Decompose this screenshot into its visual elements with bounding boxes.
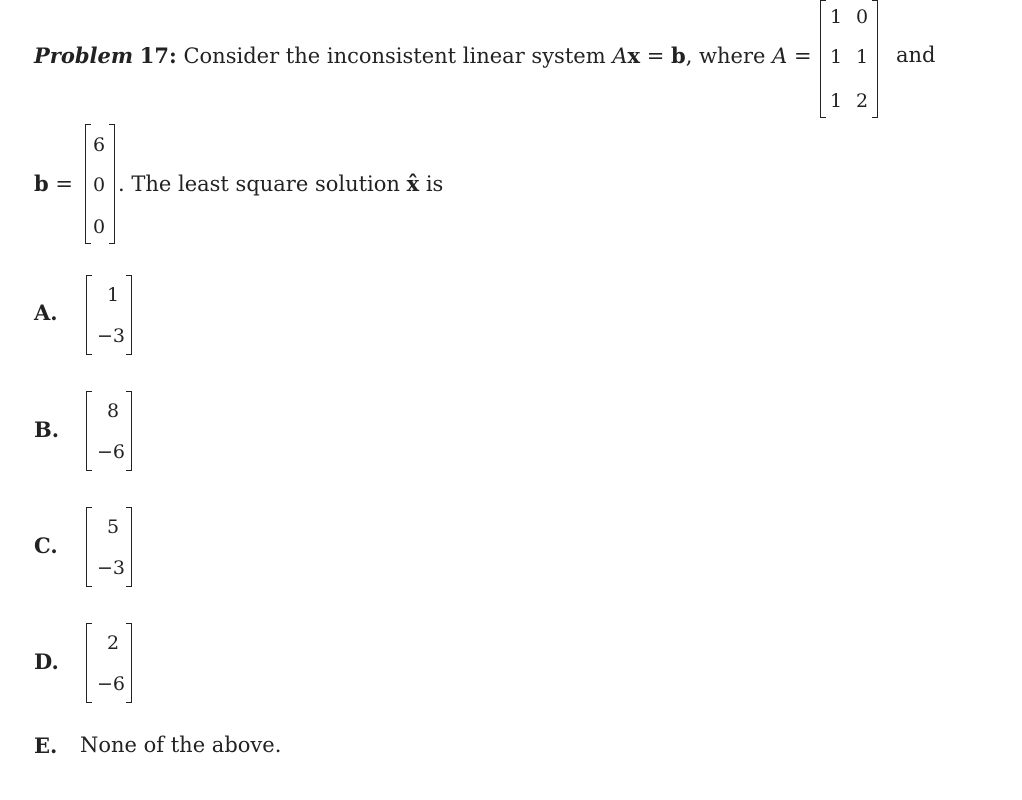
tail-text: . The least square solution: [118, 172, 400, 196]
option-e-label: E.: [34, 733, 58, 758]
eq-b: b: [671, 43, 686, 68]
matrix-a-cell: 2: [855, 90, 869, 112]
eq-x: x: [627, 43, 641, 68]
matrix-a-cell: 1: [829, 6, 843, 28]
option-b-vector: [86, 391, 132, 471]
matrix-a: [820, 0, 878, 118]
option-b-value: 8: [106, 400, 120, 422]
A-symbol: A: [772, 44, 788, 68]
option-c-value: −3: [96, 557, 125, 579]
b-symbol-line: [34, 173, 73, 195]
vector-b-cell: 0: [92, 216, 106, 238]
b-equals: =: [55, 172, 73, 196]
matrix-a-cell: 0: [855, 6, 869, 28]
option-c-value: 5: [106, 516, 120, 538]
option-c-label: C.: [34, 533, 58, 558]
is-text: is: [425, 172, 444, 196]
problem-statement: [34, 45, 812, 67]
option-d-label: D.: [34, 649, 59, 674]
comma-where: , where: [685, 44, 766, 68]
problem-label: Problem: [34, 43, 134, 68]
option-a-vector: [86, 275, 132, 355]
option-b-value: −6: [96, 441, 125, 463]
x-hat: x̂: [406, 171, 420, 196]
option-b-label: B.: [34, 417, 60, 442]
problem-text: Consider the inconsistent linear system: [183, 44, 606, 68]
vector-b-cell: 6: [92, 134, 106, 156]
b-symbol: b: [34, 171, 49, 196]
option-c-vector: [86, 507, 132, 587]
matrix-a-cell: 1: [829, 46, 843, 68]
and-text: and: [896, 43, 936, 67]
matrix-a-cell: 1: [855, 46, 869, 68]
vector-b: [85, 124, 115, 244]
problem-number: 17:: [139, 43, 177, 68]
problem-tail: [118, 173, 443, 195]
option-d-value: −6: [96, 673, 125, 695]
A-equals: =: [793, 44, 812, 68]
option-d-vector: [86, 623, 132, 703]
option-a-value: −3: [96, 325, 125, 347]
vector-b-cell: 0: [92, 174, 106, 196]
matrix-a-cell: 1: [829, 90, 843, 112]
eq-equals: =: [646, 44, 665, 68]
option-e-text: None of the above.: [80, 733, 282, 757]
eq-A: A: [612, 44, 628, 68]
option-d-value: 2: [106, 632, 120, 654]
option-a-value: 1: [106, 284, 120, 306]
option-a-label: A.: [34, 300, 58, 325]
